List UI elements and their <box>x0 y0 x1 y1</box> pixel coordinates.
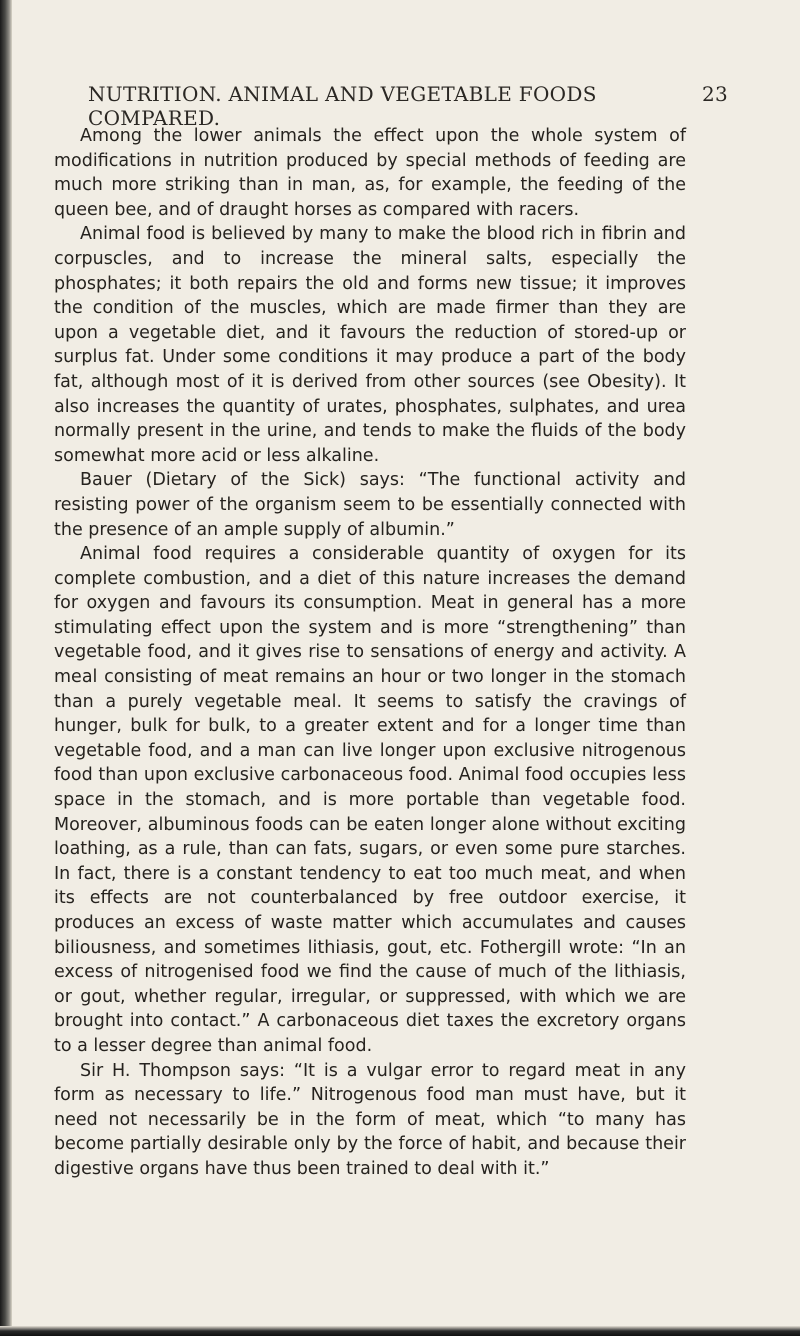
paragraph: Sir H. Thompson says: “It is a vulgar error to regard meat in any form as necessary to life.” Nitrogenous food man must have, but it need not necessarily be in the form of meat, which “to many has become partially desirable only by the force of habit, and because their digestive organs have thus been trained to deal with it.” <box>54 1060 686 1179</box>
running-header <box>88 82 728 130</box>
paragraph: Animal food is believed by many to make the blood rich in fibrin and corpuscles, and to increase the mineral salts, especially the phosphates; it both repairs the old and forms new tissue; it improves the condition of the muscles, which are made firmer than they are upon a vegetable diet, and it favours the reduction of stored-up or surplus fat. Under some conditions it may produce a part of the body fat, although most of it is derived from other sources (see Obesity). It also increases the quantity of urates, phosphates, sulphates, and urea normally present in the urine, and tends to make the fluids of the body somewhat more acid or less alkaline. <box>54 224 686 466</box>
page-bottom-edge <box>0 1326 800 1336</box>
header-title: NUTRITION. ANIMAL AND VEGETABLE FOODS COMPARED. <box>88 82 597 130</box>
paragraph: Among the lower animals the effect upon the whole system of modifications in nutrition produced by special methods of feeding are much more striking than in man, as, for example, the feeding of the queen bee, and of draught horses as compared with racers. <box>54 126 686 220</box>
paragraph: Bauer (Dietary of the Sick) says: “The functional activity and resisting power of the organism seem to be essentially connected with the presence of an ample supply of albumin.” <box>54 470 686 540</box>
page-number: 23 <box>701 82 728 106</box>
paragraph: Animal food requires a considerable quantity of oxygen for its complete combustion, and a diet of this nature increases the demand for oxygen and favours its consumption. Meat in general has a more stimulating effect upon the system and is more “strengthening” than vegetable food, and it gives rise to sensations of energy and activity. A meal consisting of meat remains an hour or two longer in the stomach than a purely vegetable meal. It seems to satisfy the cravings of hunger, bulk for bulk, to a greater extent and for a longer time than vegetable food, and a man can live longer upon exclusive nitrogenous food than upon exclusive carbonaceous food. Animal food occupies less space in the stomach, and is more portable than vegetable food. Moreover, albuminous foods can be eaten longer alone without exciting loathing, as a rule, than can fats, sugars, or even some pure starches. In fact, there is a constant tendency to eat too much meat, and when its effects are not counterbalanced by free outdoor exercise, it produces an excess of waste matter which accumulates and causes biliousness, and sometimes lithiasis, gout, etc. Fothergill wrote: “In an excess of nitrogenised food we find the cause of much of the lithiasis, or gout, whether regular, irregular, or suppressed, with which we are brought into contact.” A carbonaceous diet taxes the excretory organs to a lesser degree than animal food. <box>54 544 686 1056</box>
page-binding-edge <box>0 0 12 1336</box>
body-text <box>54 124 686 1182</box>
